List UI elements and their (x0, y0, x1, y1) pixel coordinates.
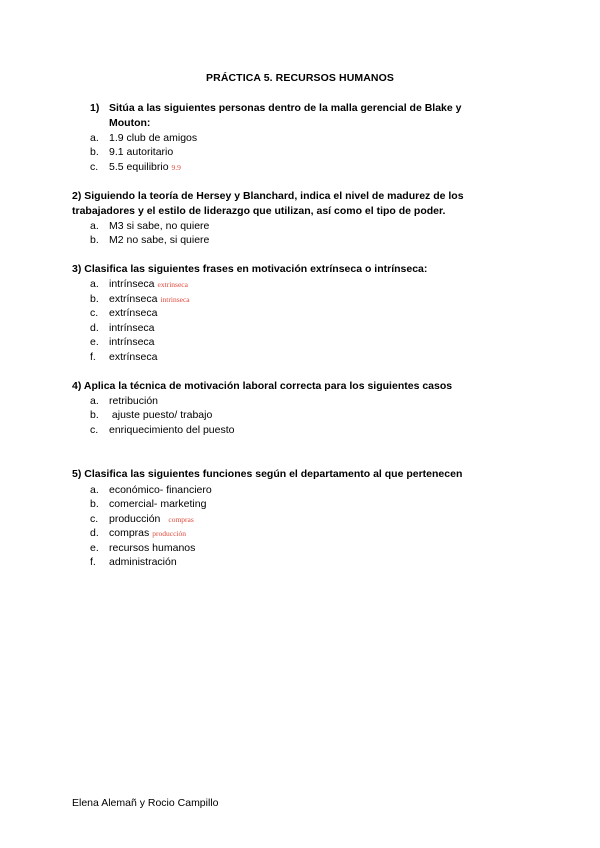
q5-item-c (90, 512, 194, 527)
item-text: 1.9 club de amigos (109, 132, 198, 144)
item-letter: c. (90, 424, 99, 436)
q5-item-e (90, 541, 195, 555)
q2-item-b (90, 233, 209, 247)
q5-item-d (90, 526, 186, 541)
item-letter: c. (90, 161, 99, 173)
item-text: M2 no sabe, si quiere (109, 234, 210, 246)
item-letter: b. (90, 409, 99, 421)
item-text: producción (109, 513, 161, 525)
item-text: comercial- marketing (109, 498, 207, 510)
item-text: económico- financiero (109, 484, 212, 496)
question-3-text: 3) Clasifica las siguientes frases en motivación extrínseca o intrínseca: (72, 263, 428, 275)
q3-item-c (90, 306, 157, 320)
question-1-line-2: Mouton: (109, 117, 151, 129)
item-text: retribución (109, 395, 159, 407)
correction-note: extrinseca (157, 280, 188, 289)
q1-item-a (90, 131, 197, 145)
item-letter: b. (90, 234, 99, 246)
item-text: ajuste puesto/ trabajo (109, 409, 213, 421)
item-letter: d. (90, 527, 99, 539)
item-letter: b. (90, 146, 99, 158)
item-text: extrínseca (109, 293, 158, 305)
item-letter: c. (90, 513, 99, 525)
item-letter: f. (90, 351, 96, 363)
item-letter: a. (90, 484, 99, 496)
q4-item-c (90, 423, 235, 437)
item-letter: a. (90, 132, 99, 144)
item-text: 9.1 autoritario (109, 146, 174, 158)
item-text: extrínseca (109, 307, 158, 319)
question-1-line-1: Sitúa a las siguientes personas dentro de la malla gerencial de Blake y (109, 102, 462, 114)
item-letter: f. (90, 556, 96, 568)
item-letter: d. (90, 322, 99, 334)
q3-item-a (90, 277, 188, 292)
item-letter: a. (90, 395, 99, 407)
page-title: PRÁCTICA 5. RECURSOS HUMANOS (206, 72, 394, 84)
question-4-text: 4) Aplica la técnica de motivación laboral correcta para los siguientes casos (72, 380, 453, 392)
item-text: intrínseca (109, 322, 155, 334)
q2-item-a (90, 219, 209, 233)
q3-item-f (90, 350, 157, 364)
item-letter: b. (90, 293, 99, 305)
q3-item-e (90, 335, 155, 349)
question-1-text (109, 101, 461, 131)
question-1-number: 1) (90, 102, 100, 114)
item-text: recursos humanos (109, 542, 196, 554)
item-text: extrínseca (109, 351, 158, 363)
question-5-text: 5) Clasifica las siguientes funciones según el departamento al que pertenecen (72, 468, 463, 480)
item-letter: b. (90, 498, 99, 510)
footer-authors: Elena Alemañ y Rocio Campillo (72, 797, 219, 809)
item-text: 5.5 equilibrio (109, 161, 169, 173)
item-letter: a. (90, 220, 99, 232)
correction-note: producción (152, 529, 187, 538)
question-2-line-1: 2) Siguiendo la teoría de Hersey y Blanchard, indica el nivel de madurez de los (72, 190, 464, 202)
item-text: compras (109, 527, 150, 539)
q5-item-b (90, 497, 206, 511)
item-letter: e. (90, 336, 99, 348)
q5-item-a (90, 483, 212, 497)
item-text: intrínseca (109, 278, 155, 290)
correction-note: intrinseca (160, 295, 190, 304)
q4-item-a (90, 394, 158, 408)
q4-item-b (90, 408, 212, 422)
q3-item-d (90, 321, 155, 335)
q3-item-b (90, 292, 190, 307)
q1-item-c (90, 160, 181, 175)
question-2-text (72, 189, 464, 219)
question-2-line-2: trabajadores y el estilo de liderazgo que utilizan, así como el tipo de poder. (72, 205, 446, 217)
item-text: intrínseca (109, 336, 155, 348)
q5-item-f (90, 555, 177, 569)
item-letter: c. (90, 307, 99, 319)
correction-note: 9.9 (171, 163, 181, 172)
item-text: enriquecimiento del puesto (109, 424, 235, 436)
item-text: administración (109, 556, 177, 568)
correction-note: compras (168, 515, 194, 524)
item-letter: e. (90, 542, 99, 554)
item-text: M3 si sabe, no quiere (109, 220, 210, 232)
item-letter: a. (90, 278, 99, 290)
q1-item-b (90, 145, 173, 159)
